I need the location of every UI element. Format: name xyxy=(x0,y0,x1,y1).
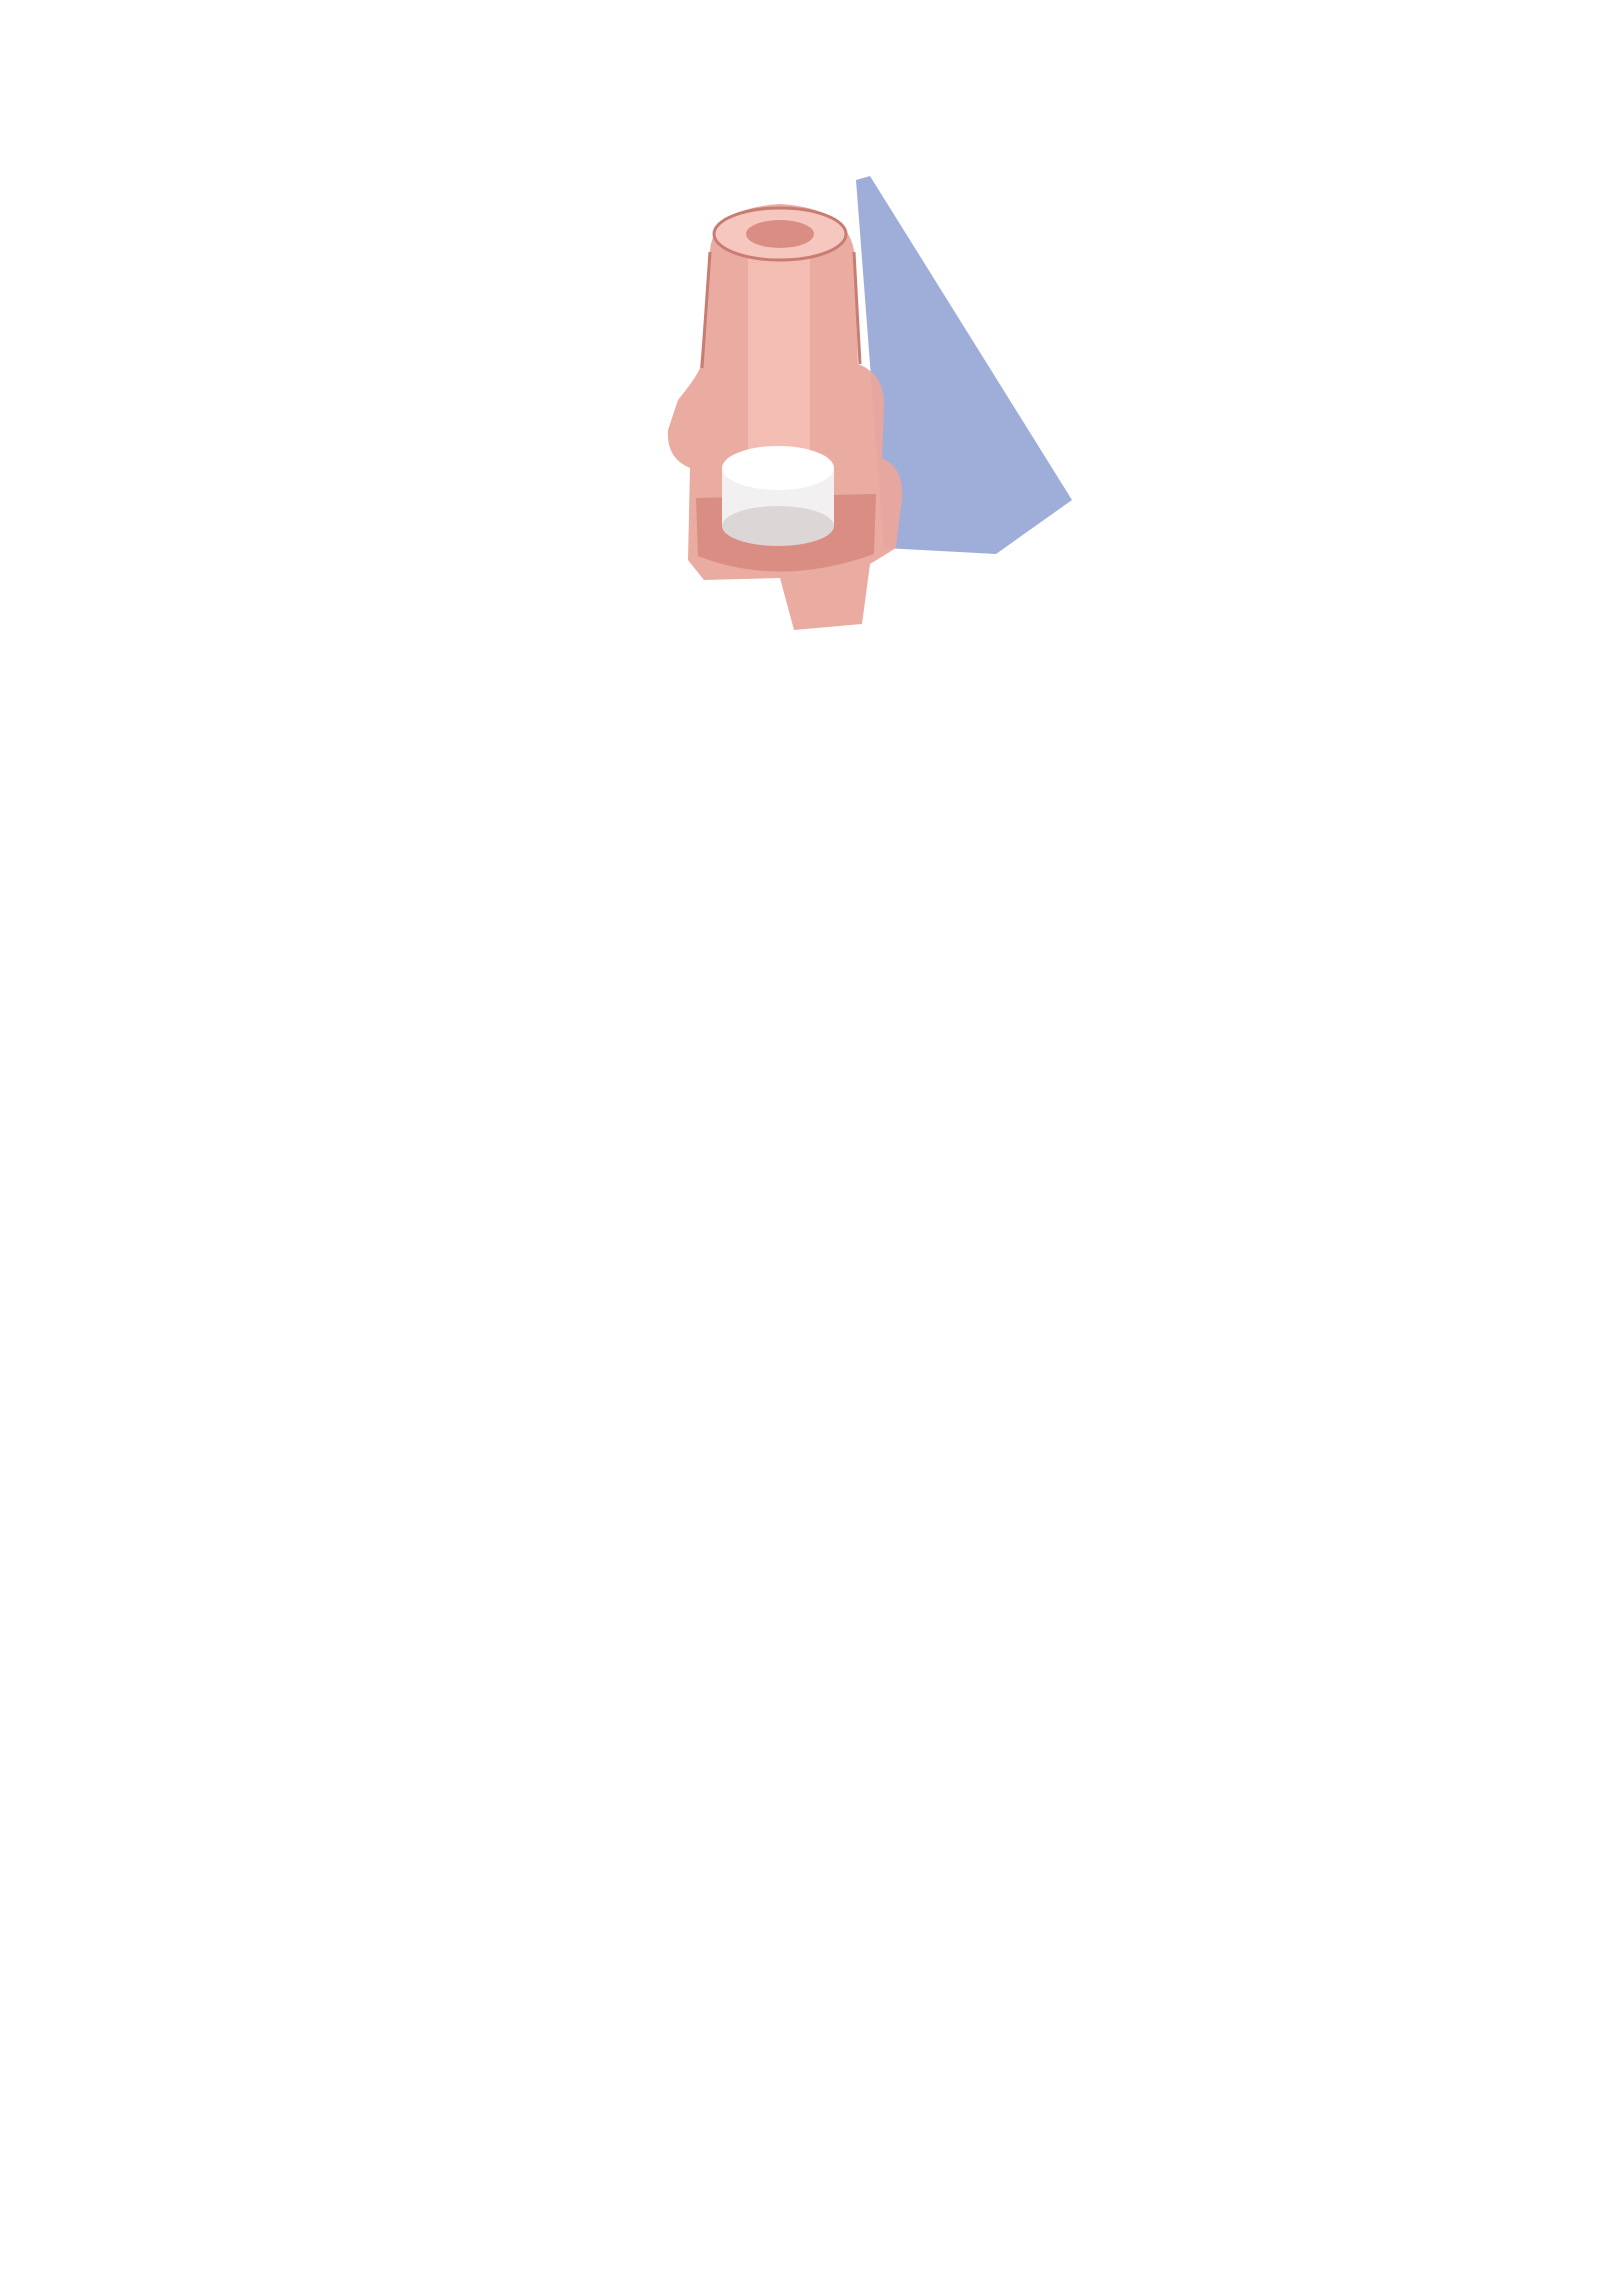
flow-limiter-illustration xyxy=(584,168,1104,638)
fitting-top-opening xyxy=(746,220,814,248)
manual-page xyxy=(110,82,1520,932)
flow-limiter-insert-bottom xyxy=(722,506,834,546)
flow-limiter-insert-top xyxy=(722,446,834,490)
figure-container xyxy=(110,132,1520,692)
